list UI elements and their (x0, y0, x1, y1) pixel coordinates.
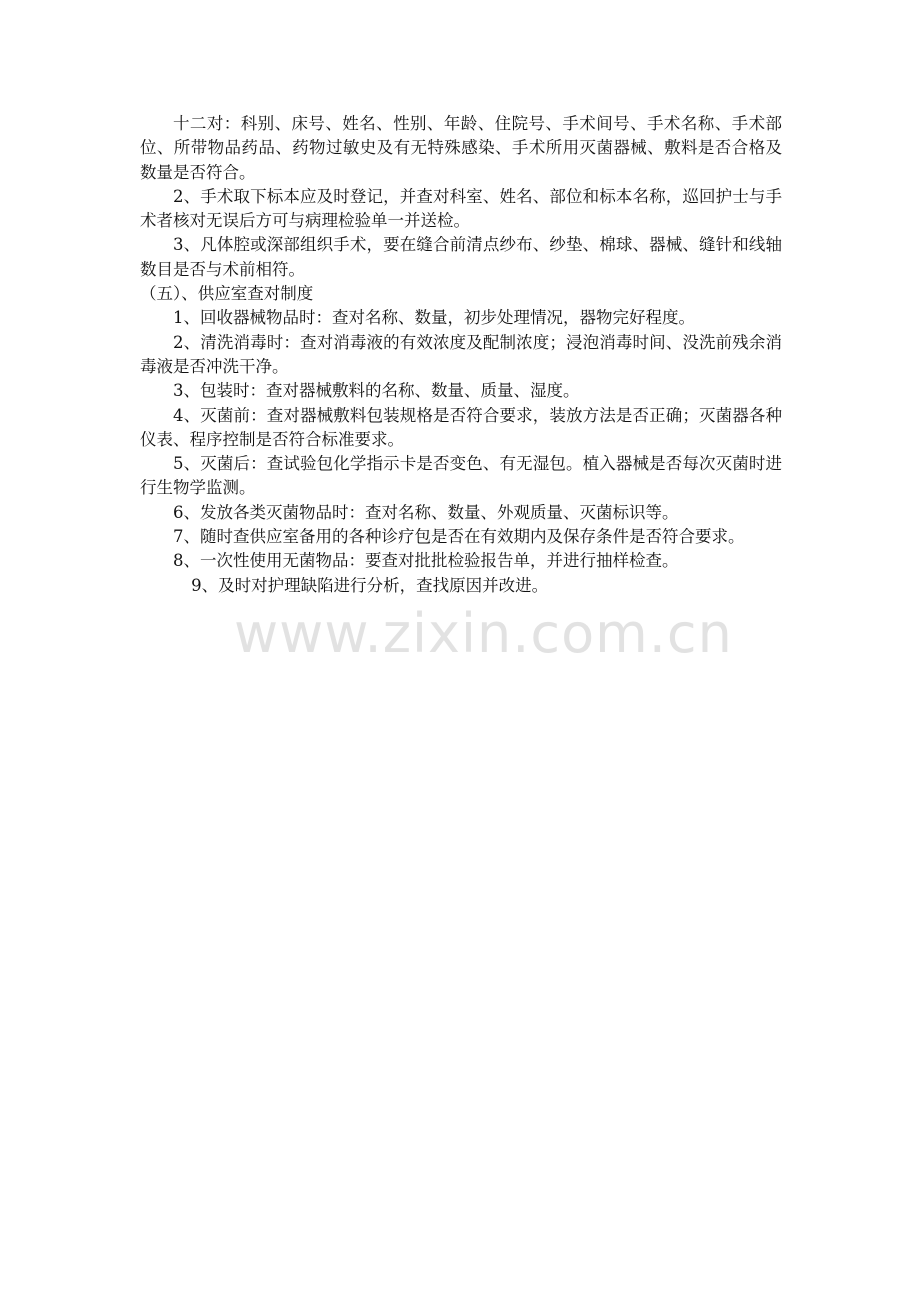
document-body (140, 112, 782, 598)
paragraph-post-sterilization-check: 5、灭菌后：查试验包化学指示卡是否变色、有无湿包。植入器械是否每次灭菌时进行生物学监测。 (140, 454, 782, 498)
paragraph-disposable-items-check: 8、一次性使用无菌物品：要查对批批检验报告单，并进行抽样检查。 (173, 551, 679, 571)
paragraph-twelve-checks: 十二对：科别、床号、姓名、性别、年龄、住院号、手术间号、手术名称、手术部位、所带物品药品、药物过敏史及有无特殊感染、手术所用灭菌器械、敷料是否合格及数量是否符合。 (140, 114, 782, 182)
paragraph-recycling-check: 1、回收器械物品时：查对名称、数量，初步处理情况，器物完好程度。 (173, 308, 695, 328)
paragraph-count-check: 3、凡体腔或深部组织手术，要在缝合前清点纱布、纱垫、棉球、器械、缝针和线轴数目是否与术前相符。 (140, 235, 782, 279)
paragraph-disinfection-check: 2、清洗消毒时：查对消毒液的有效浓度及配制浓度；浸泡消毒时间、没洗前残余消毒液是否冲洗干净。 (140, 332, 782, 376)
paragraph-pre-sterilization-check: 4、灭菌前：查对器械敷料包装规格是否符合要求，装放方法是否正确；灭菌器各种仪表、程序控制是否符合标准要求。 (140, 405, 782, 449)
paragraph-distribution-check: 6、发放各类灭菌物品时：查对名称、数量、外观质量、灭菌标识等。 (173, 502, 679, 522)
paragraph-diagnostic-kit-check: 7、随时查供应室备用的各种诊疗包是否在有效期内及保存条件是否符合要求。 (173, 527, 745, 547)
section-heading-supply-room: （五）、供应室查对制度 (140, 284, 314, 304)
paragraph-specimen-check: 2、手术取下标本应及时登记，并查对科室、姓名、部位和标本名称，巡回护士与手术者核对无误后方可与病理检验单一并送检。 (140, 186, 782, 231)
paragraph-defect-analysis: 9、及时对护理缺陷进行分析，查找原因并改进。 (191, 575, 549, 595)
paragraph-packaging-check: 3、包装时：查对器械敷料的名称、数量、质量、湿度。 (173, 381, 580, 401)
watermark-text: www.zixin.com.cn (234, 602, 733, 665)
